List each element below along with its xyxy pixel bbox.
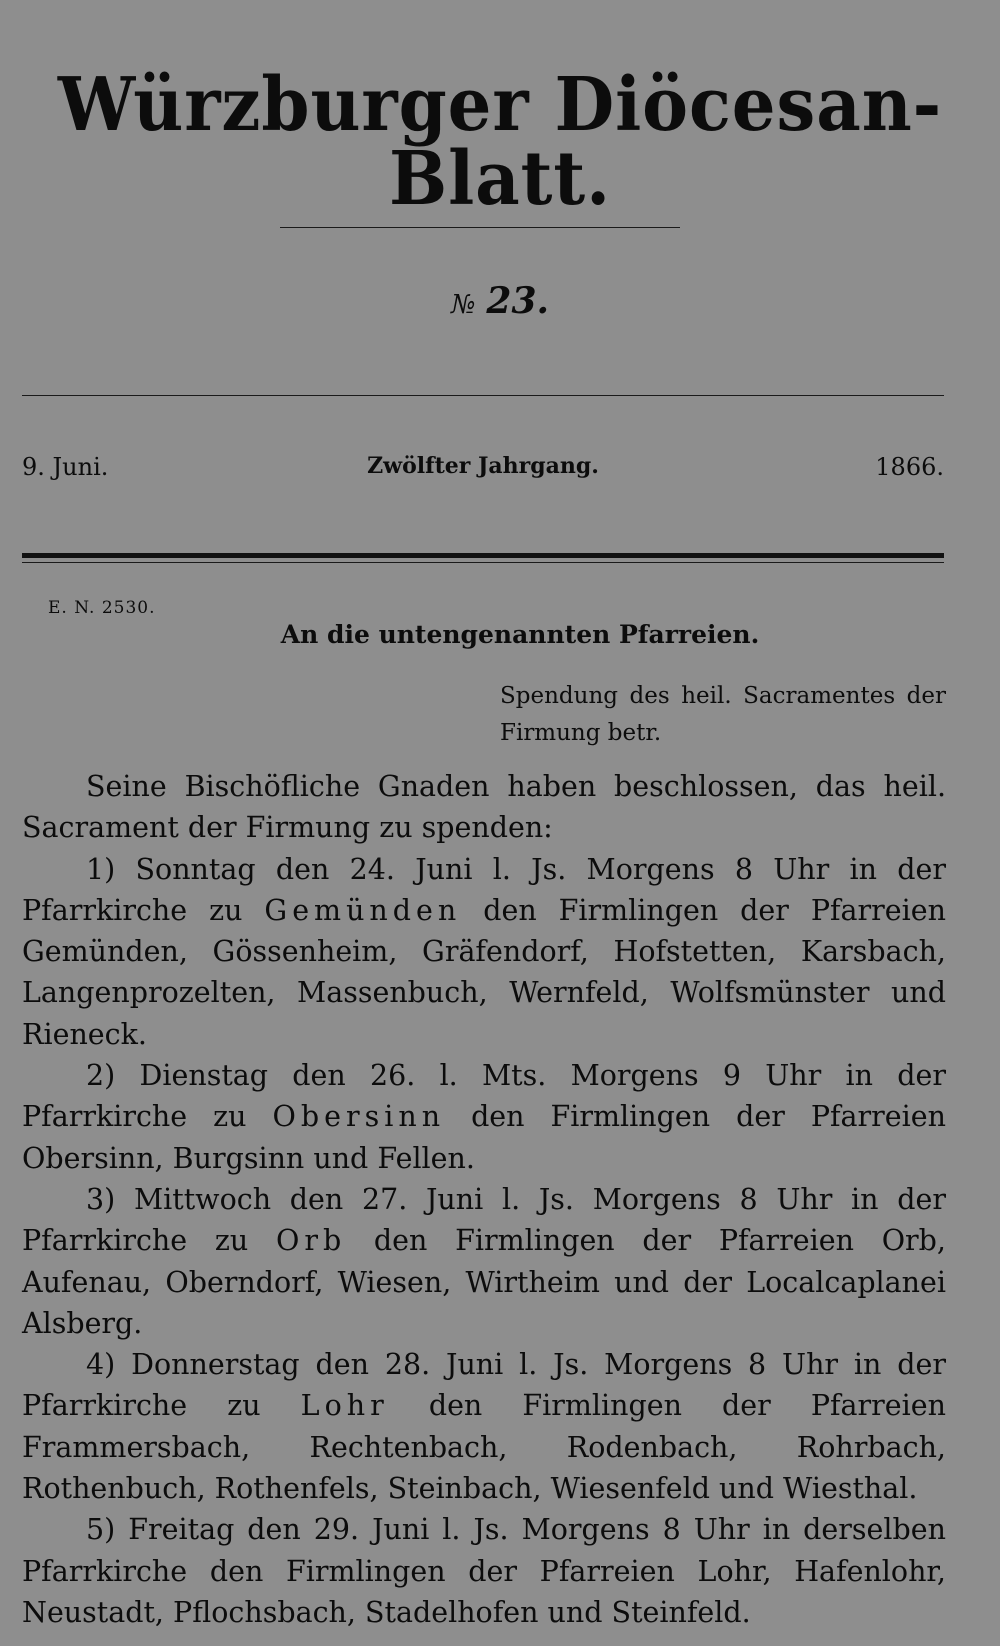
article-subject: Spendung des heil. Sacramentes der Firmung betr. <box>500 683 946 746</box>
item-text: 3) Mittwoch den 27. Juni l. Js. Morgens 8 Uhr in der Pfarrkirche zu <box>22 1182 946 1258</box>
masthead-rule <box>280 227 680 228</box>
item-place: Obersinn <box>272 1100 446 1134</box>
article-intro: Seine Bischöfliche Gnaden haben beschlossen, das heil. Sacrament der Firmung zu spenden: <box>22 770 946 845</box>
issue-date: 9. Juni. <box>22 453 109 481</box>
list-item <box>22 1055 946 1179</box>
item-text: 5) Freitag den 29. Juni l. Js. Morgens 8 Uhr in derselben Pfarrkirche den Firmlingen der Pfarreien Lohr, Hafenlohr, Neustadt, Pflochsbach, Stadelhofen und Steinfeld. <box>22 1513 946 1629</box>
list-item <box>22 1344 946 1509</box>
item-text-rest: den Firmlingen der Pfarreien Orb, Aufenau, Oberndorf, Wiesen, Wirtheim und der Localcaplanei Alsberg. <box>22 1224 946 1340</box>
item-text-rest: den Firmlingen der Pfarreien Frammersbach, Rechtenbach, Rodenbach, Rohrbach, Rothenbuch, Rothenfels, Steinbach, Wiesenfeld und Wiesthal. <box>22 1389 946 1506</box>
dateline-bottom-rule <box>22 553 944 558</box>
issue-number-label: № <box>450 290 476 320</box>
list-item <box>22 849 946 1055</box>
item-place: Orb <box>275 1224 347 1258</box>
item-text: 4) Donnerstag den 28. Juni l. Js. Morgens 8 Uhr in der Pfarrkirche zu <box>22 1348 946 1423</box>
item-place: Gemünden <box>264 893 462 927</box>
item-text: 1) Sonntag den 24. Juni l. Js. Morgens 8 Uhr in der Pfarrkirche zu <box>22 852 946 927</box>
issue-year: 1866. <box>875 453 944 481</box>
dateline-top-rule <box>22 395 944 396</box>
reference-number: E. N. 2530. <box>48 598 156 618</box>
list-item <box>22 1179 946 1344</box>
item-text: 2) Dienstag den 26. l. Mts. Morgens 9 Uhr in der Pfarrkirche zu <box>22 1059 946 1134</box>
volume-label: Zwölfter Jahrgang. <box>367 453 599 479</box>
issue-number-value: 23. <box>486 280 550 322</box>
item-place: Lohr <box>300 1389 389 1423</box>
item-text-rest: den Firmlingen der Pfarreien Gemünden, Gössenheim, Gräfendorf, Hofstetten, Karsbach, Langenprozelten, Massenbuch, Wernfeld, Wolfsmünster und Rieneck. <box>22 893 946 1051</box>
article-body <box>22 766 946 1633</box>
list-item <box>22 1509 946 1633</box>
masthead-title: Würzburger Diöcesan-Blatt. <box>57 62 943 222</box>
article-address: An die untengenannten Pfarreien. <box>280 620 760 649</box>
item-text-rest: den Firmlingen der Pfarreien Obersinn, Burgsinn und Fellen. <box>22 1100 946 1175</box>
issue-number <box>0 280 1000 322</box>
dateline-bottom-thin-rule <box>22 562 944 563</box>
